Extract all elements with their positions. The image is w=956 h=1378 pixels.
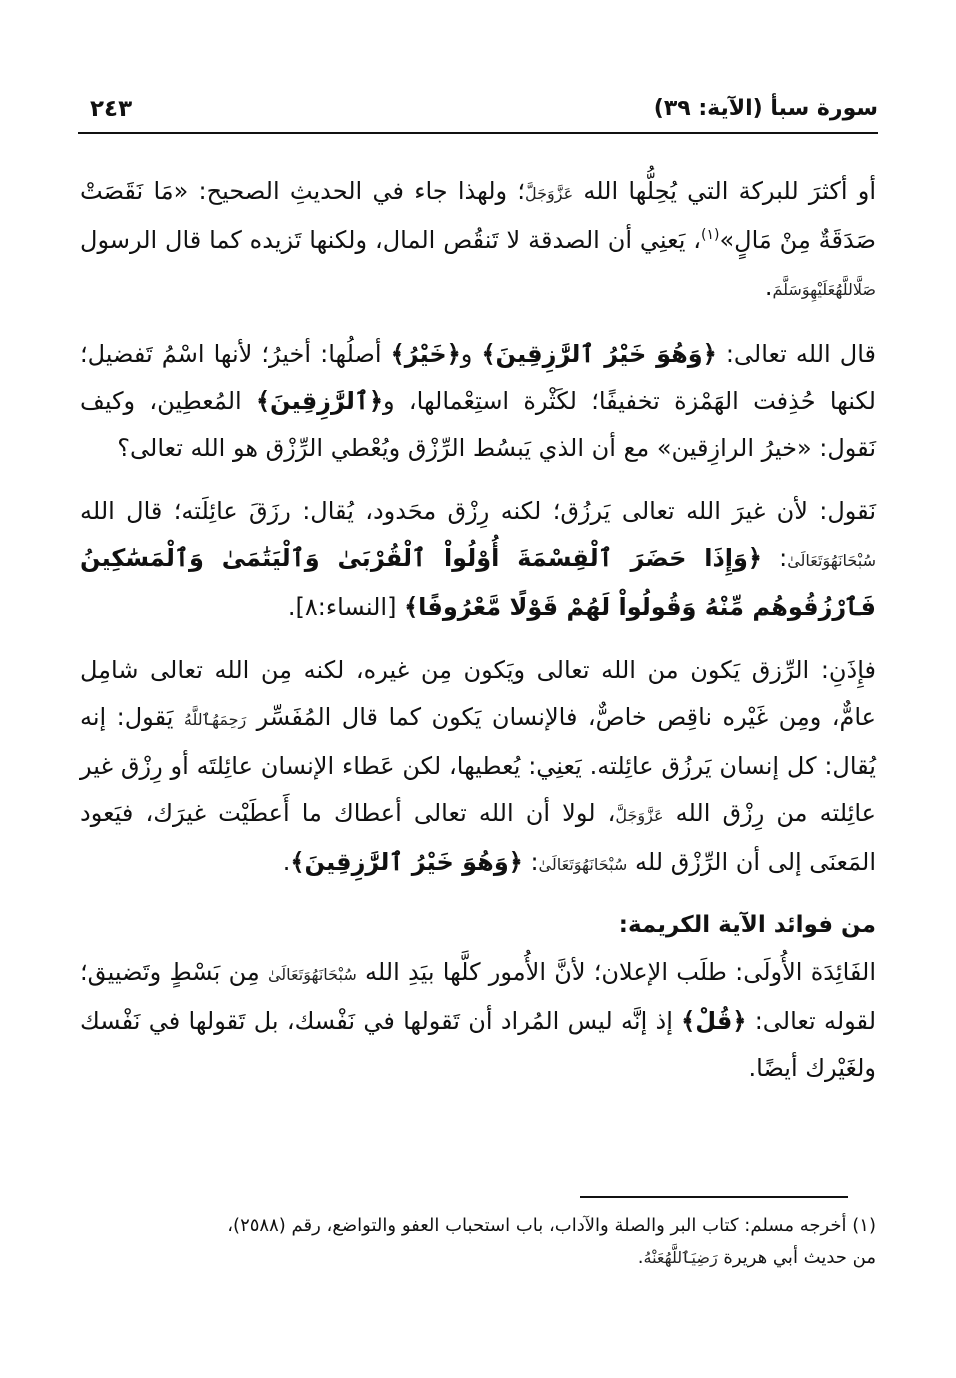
paragraph-5: الفَائِدَة الأُولَى: طلَب الإعلان؛ لأنَّ الأُمور كلَّها بيَدِ الله سُبْحَانَهُوَتَعَالَىٰ مِن بَسْطٍ وتَضييق؛ لقوله تعالى: ﴿قُلْ﴾ إذ إنَّه ليس المُراد أن تَقولها في نَفْسك، بل تَقولها في نَفْسك ولغَيْرك أيضًا. <box>80 958 877 1082</box>
footnote-line-1: (١) أخرجه مسلم: كتاب البر والصلة والآداب، باب استحباب العفو والتواضع، رقم (٢٥٨٨)، <box>227 1215 876 1236</box>
paragraph-2: قال الله تعالى: ﴿وَهُوَ خَيْرُ ٱلرَّٰزِقِينَ﴾ و﴿خَيْرُ﴾ أصلُها: أخيرُ؛ لأنها اسْمُ تَفضيل؛ لكنها حُذِفت الهَمْزة تخفيفًا؛ لكَثْرة استِعْمالها، و﴿ٱلرَّٰزِقِينَ﴾ المُعطِين، وكيف نَقول: «خيرُ الرازِقين» مع أن الذي يَبسُط الرِّزْق ويُعْطي الرِّزْق هو الله تعالى؟ <box>80 340 876 462</box>
quran-quote: ﴿وَهُوَ خَيْرُ ٱلرَّٰزِقِينَ﴾ <box>290 848 523 876</box>
page-header <box>78 92 878 134</box>
honorific: رَضِيَٱللَّهُعَنْهُ <box>643 1248 718 1267</box>
footnote-divider <box>580 1196 848 1198</box>
verse-reference: [النساء:٨]. <box>287 593 405 621</box>
honorific: رَحِمَهُٱللَّهُ <box>183 710 247 729</box>
quran-quote: ﴿ٱلرَّٰزِقِينَ﴾ <box>255 387 384 415</box>
section-heading: من فوائد الآية الكريمة: <box>618 912 876 938</box>
footnote <box>80 1210 876 1274</box>
footnote-line-2: من حديث أبي هريرة رَضِيَٱللَّهُعَنْهُ. <box>637 1247 876 1268</box>
honorific: سُبْحَانَهُوَتَعَالَىٰ <box>267 965 357 984</box>
honorific: عَزَّوَجَلَّ <box>525 184 574 203</box>
paragraph-3: نَقول: لأن غيرَ الله تعالى يَرزُق؛ لكنه رِزْق محَدود، يُقال: رزَقَ عائِلَته؛ قال الله سُبْحَانَهُوَتَعَالَىٰ: ﴿وَإِذَا حَضَرَ ٱلْقِسْمَةَ أُوْلُواْ ٱلْقُرْبَىٰ وَٱلْيَتَٰمَىٰ وَٱلْمَسَٰكِينُ فَٱرْزُقُوهُم مِّنْهُ وَقُولُواْ لَهُمْ قَوْلًا مَّعْرُوفًا﴾ [النساء:٨]. <box>80 497 876 621</box>
footnote-ref[interactable]: (١) <box>701 227 720 243</box>
honorific: سُبْحَانَهُوَتَعَالَىٰ <box>538 855 628 874</box>
main-text <box>80 168 876 1092</box>
quran-quote: ﴿قُلْ﴾ <box>681 1007 747 1035</box>
quran-quote: ﴿وَهُوَ خَيْرُ ٱلرَّٰزِقِينَ﴾ <box>481 340 717 368</box>
paragraph-4: فإِذَنِ: الرِّزق يَكون من الله تعالى ويَكون مِن غيره، لكنه مِن الله تعالى شامِل عامٌّ، ومِن غَيْره ناقِص خاصٌّ، فالإنسان يَكون كما قال المُفَسِّر رَحِمَهُٱللَّهُ يَقول: إنه يُقال: كل إنسان يَرزُق عائِلته. يَعنِي: يُعطيها، لكن عَطاء الإنسان عائِلتَه أو رِزْق غير عائِلته من رِزْق الله عَزَّوَجَلَّ، لولا أن الله تعالى أعطاك ما أَعطَيْت غيرَك، فيَعود المَعنَى إلى أن الرِّزْق لله سُبْحَانَهُوَتَعَالَىٰ: ﴿وَهُوَ خَيْرُ ٱلرَّٰزِقِينَ﴾. <box>80 656 877 876</box>
honorific: صَلَّاللَّهُعَلَيْهِوَسَلَّمَ <box>772 280 876 299</box>
surah-title: سورة سبأ (الآية: ٣٩) <box>653 96 878 121</box>
paragraph-1: أو أكثرَ للبركة التي يُحِلُّها الله عَزَّوَجَلَّ؛ ولهذا جاء في الحديثِ الصحيح: «مَا نَقَصَتْ صَدَقَةٌ مِنْ مَالٍ»$^{(١)}$، يَعنِي أن الصدقة لا تَنقُص المال، ولكنها تَزيده كما قال الرسول صَلَّاللَّهُعَلَيْهِوَسَلَّمَ. <box>80 177 876 301</box>
quran-quote: ﴿وَإِذَا حَضَرَ ٱلْقِسْمَةَ أُوْلُواْ ٱلْقُرْبَىٰ وَٱلْيَتَٰمَىٰ وَٱلْمَسَٰكِينُ فَٱرْزُقُوهُم مِّنْهُ وَقُولُواْ لَهُمْ قَوْلًا مَّعْرُوفًا﴾ <box>80 544 876 621</box>
page-number: ٢٤٣ <box>90 96 133 122</box>
honorific: سُبْحَانَهُوَتَعَالَىٰ <box>787 551 876 570</box>
honorific: عَزَّوَجَلَّ <box>615 806 664 825</box>
quran-quote: ﴿خَيْرُ﴾ <box>390 340 461 368</box>
